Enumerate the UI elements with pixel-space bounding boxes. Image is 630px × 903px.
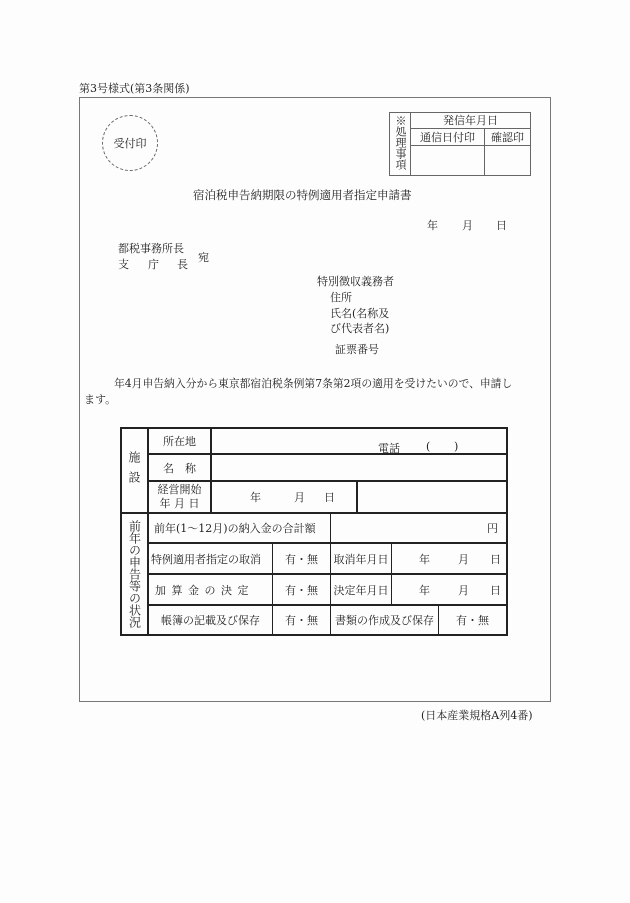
processing-header: 発信年月日 <box>411 113 531 129</box>
applicant-name-label-1: 氏名(名称及 <box>330 307 390 320</box>
cancellation-month: 月 <box>458 552 469 566</box>
facility-start-date-field[interactable] <box>212 482 356 512</box>
processing-box <box>389 112 531 176</box>
applicant-name-label-2: び代表者名) <box>330 322 390 335</box>
total-amount-unit: 円 <box>487 522 498 535</box>
addressee-line1: 都税事務所長 <box>118 242 184 255</box>
form-number: 第3号様式(第3条関係) <box>79 82 190 95</box>
docs-label: 書類の作成及び保存 <box>335 614 434 627</box>
addressee-line2-a: 支 <box>118 258 129 271</box>
applicant-cert-number-label: 証票番号 <box>335 343 379 356</box>
processing-side-label: ※処理事項 <box>390 113 411 176</box>
processing-col-date-stamp: 通信日付印 <box>411 129 485 146</box>
total-amount-label: 前年(1〜12月)の納入金の合計額 <box>154 522 316 535</box>
footer-note: (日本産業規格A列4番) <box>421 709 533 722</box>
facility-section-label: 施設 <box>127 450 141 491</box>
body-text-line1: 年4月申告納入分から東京都宿泊税条例第7条第2項の適用を受けたいので、申請し <box>114 377 513 390</box>
date-year: 年 <box>427 219 438 232</box>
start-year-label: 年 <box>250 491 261 504</box>
addressee-line2-b: 庁 <box>148 258 159 271</box>
applicant-heading: 特別徴収義務者 <box>317 275 394 288</box>
reception-stamp-label: 受付印 <box>113 137 147 150</box>
cancellation-label: 特例適用者指定の取消 <box>151 552 261 566</box>
cancellation-date-label: 取消年月日 <box>333 552 389 566</box>
cancellation-choice[interactable]: 有・無 <box>285 552 318 566</box>
penalty-date-field[interactable] <box>392 575 506 604</box>
penalty-label: 加 算 金 の 決 定 <box>155 583 250 597</box>
applicant-address-label: 住所 <box>330 291 352 304</box>
start-day-label: 日 <box>324 491 335 504</box>
reception-stamp <box>102 115 158 171</box>
penalty-year: 年 <box>419 583 430 597</box>
addressee-suffix: 宛 <box>198 251 209 264</box>
status-section-label: 前年の申告等の状況 <box>127 520 142 628</box>
facility-name-label: 名 称 <box>163 461 196 475</box>
books-choice[interactable]: 有・無 <box>285 614 318 627</box>
processing-col-confirm: 確認印 <box>485 129 531 146</box>
cancellation-date-field[interactable] <box>392 544 506 573</box>
penalty-choice[interactable]: 有・無 <box>285 583 318 597</box>
processing-confirm-field[interactable] <box>485 146 531 176</box>
phone-paren-close: ) <box>454 440 459 453</box>
facility-location-field[interactable] <box>212 429 506 453</box>
facility-location-label: 所在地 <box>163 435 196 448</box>
cancellation-year: 年 <box>419 552 430 566</box>
books-label: 帳簿の記載及び保存 <box>161 614 260 627</box>
penalty-date-label: 決定年月日 <box>333 583 389 597</box>
start-month-label: 月 <box>294 491 305 504</box>
total-amount-field[interactable] <box>331 514 506 542</box>
date-day: 日 <box>496 219 507 232</box>
penalty-month: 月 <box>458 583 469 597</box>
facility-name-field[interactable] <box>212 455 506 480</box>
phone-label: 電話 <box>378 442 400 455</box>
addressee-line2-c: 長 <box>177 258 188 271</box>
docs-choice[interactable]: 有・無 <box>456 614 489 627</box>
date-month: 月 <box>462 219 473 232</box>
body-text-line2: ます。 <box>84 393 117 406</box>
phone-paren-open: ( <box>426 440 431 453</box>
facility-extra-field[interactable] <box>358 482 506 512</box>
facility-start-label <box>149 482 210 512</box>
facility-start-label-1: 経営開始 <box>157 483 202 496</box>
cancellation-day: 日 <box>490 552 501 566</box>
processing-date-stamp-field[interactable] <box>411 146 485 176</box>
facility-start-label-2: 年 月 日 <box>159 497 200 510</box>
penalty-day: 日 <box>490 583 501 597</box>
page-title: 宿泊税申告納期限の特例適用者指定申請書 <box>193 188 412 202</box>
